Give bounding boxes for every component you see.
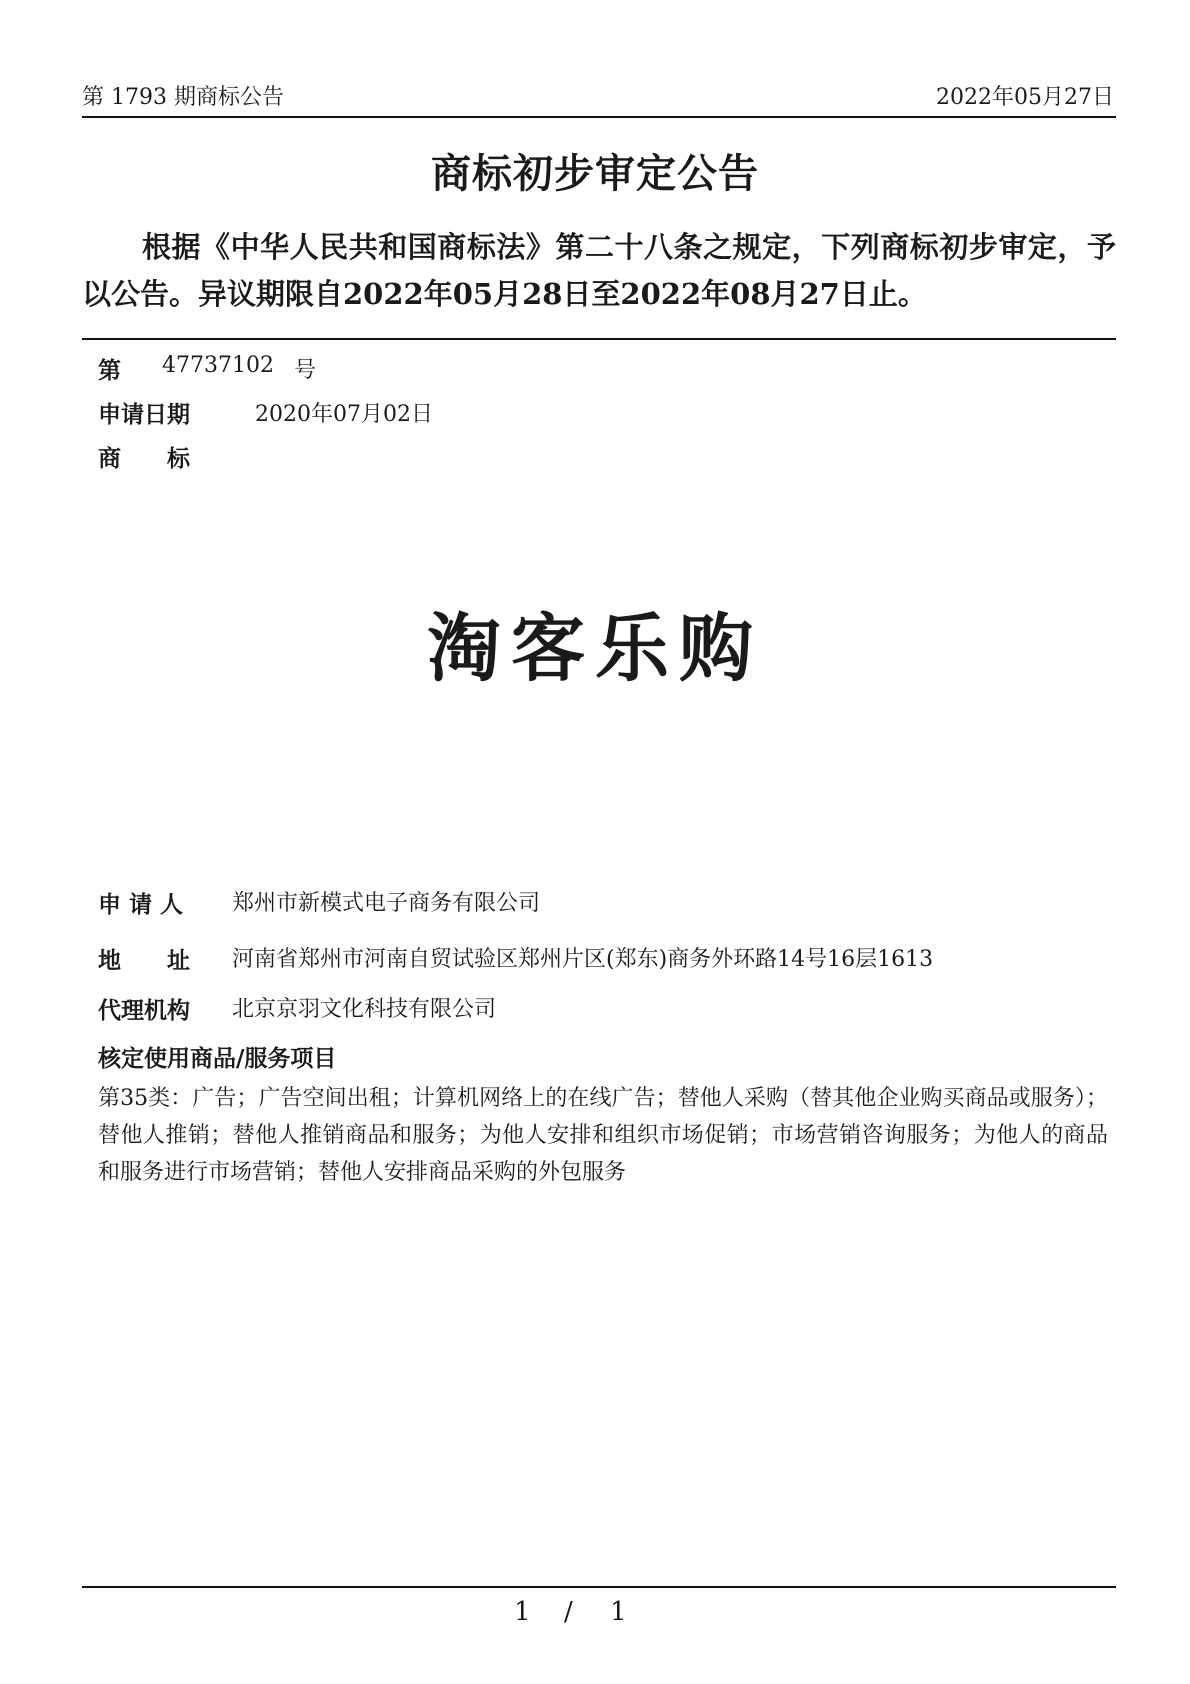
page-title: 商标初步审定公告 [431,150,759,197]
filing-date-label: 申请日期 [98,401,190,428]
number-suffix: 号 [294,358,317,383]
page-total: 1 [610,1597,627,1627]
section-divider [82,338,1116,340]
services-list: 第35类：广告；广告空间出租；计算机网络上的在线广告；替他人采购（替其他企业购买商品或服务）；替他人推销；替他人推销商品和服务；为他人安排和组织市场促销；市场营销咨询服务；为他人的商品和服务进行市场营销；替他人安排商品采购的外包服务 [98,1086,1108,1185]
issue-number: 第 1793 期商标公告 [82,85,284,110]
announcement-intro: 根据《中华人民共和国商标法》第二十八条之规定，下列商标初步审定，予以公告。异议期限自2022年05月28日至2022年08月27日止。 [82,230,1116,311]
footer-divider [82,1586,1116,1588]
header-divider [82,116,1116,118]
registration-number: 47737102 [162,353,274,378]
applicant-address: 河南省郑州市河南自贸试验区郑州片区(郑东)商务外环路14号16层1613 [232,947,934,972]
agent-name: 北京京羽文化科技有限公司 [232,997,497,1022]
applicant-label: 申 请 人 [98,891,184,918]
trademark-mark: 淘客乐购 [427,606,763,692]
publication-date: 2022年05月27日 [936,85,1114,110]
trademark-label: 商 标 [98,445,190,472]
page-number: 1 [514,1597,531,1627]
filing-date: 2020年07月02日 [255,402,433,427]
agent-label: 代理机构 [98,997,190,1024]
page-separator: / [564,1597,573,1627]
services-label: 核定使用商品/服务项目 [98,1045,337,1072]
address-label: 地 址 [98,947,190,974]
applicant-name: 郑州市新模式电子商务有限公司 [232,891,541,916]
number-prefix: 第 [98,357,121,384]
